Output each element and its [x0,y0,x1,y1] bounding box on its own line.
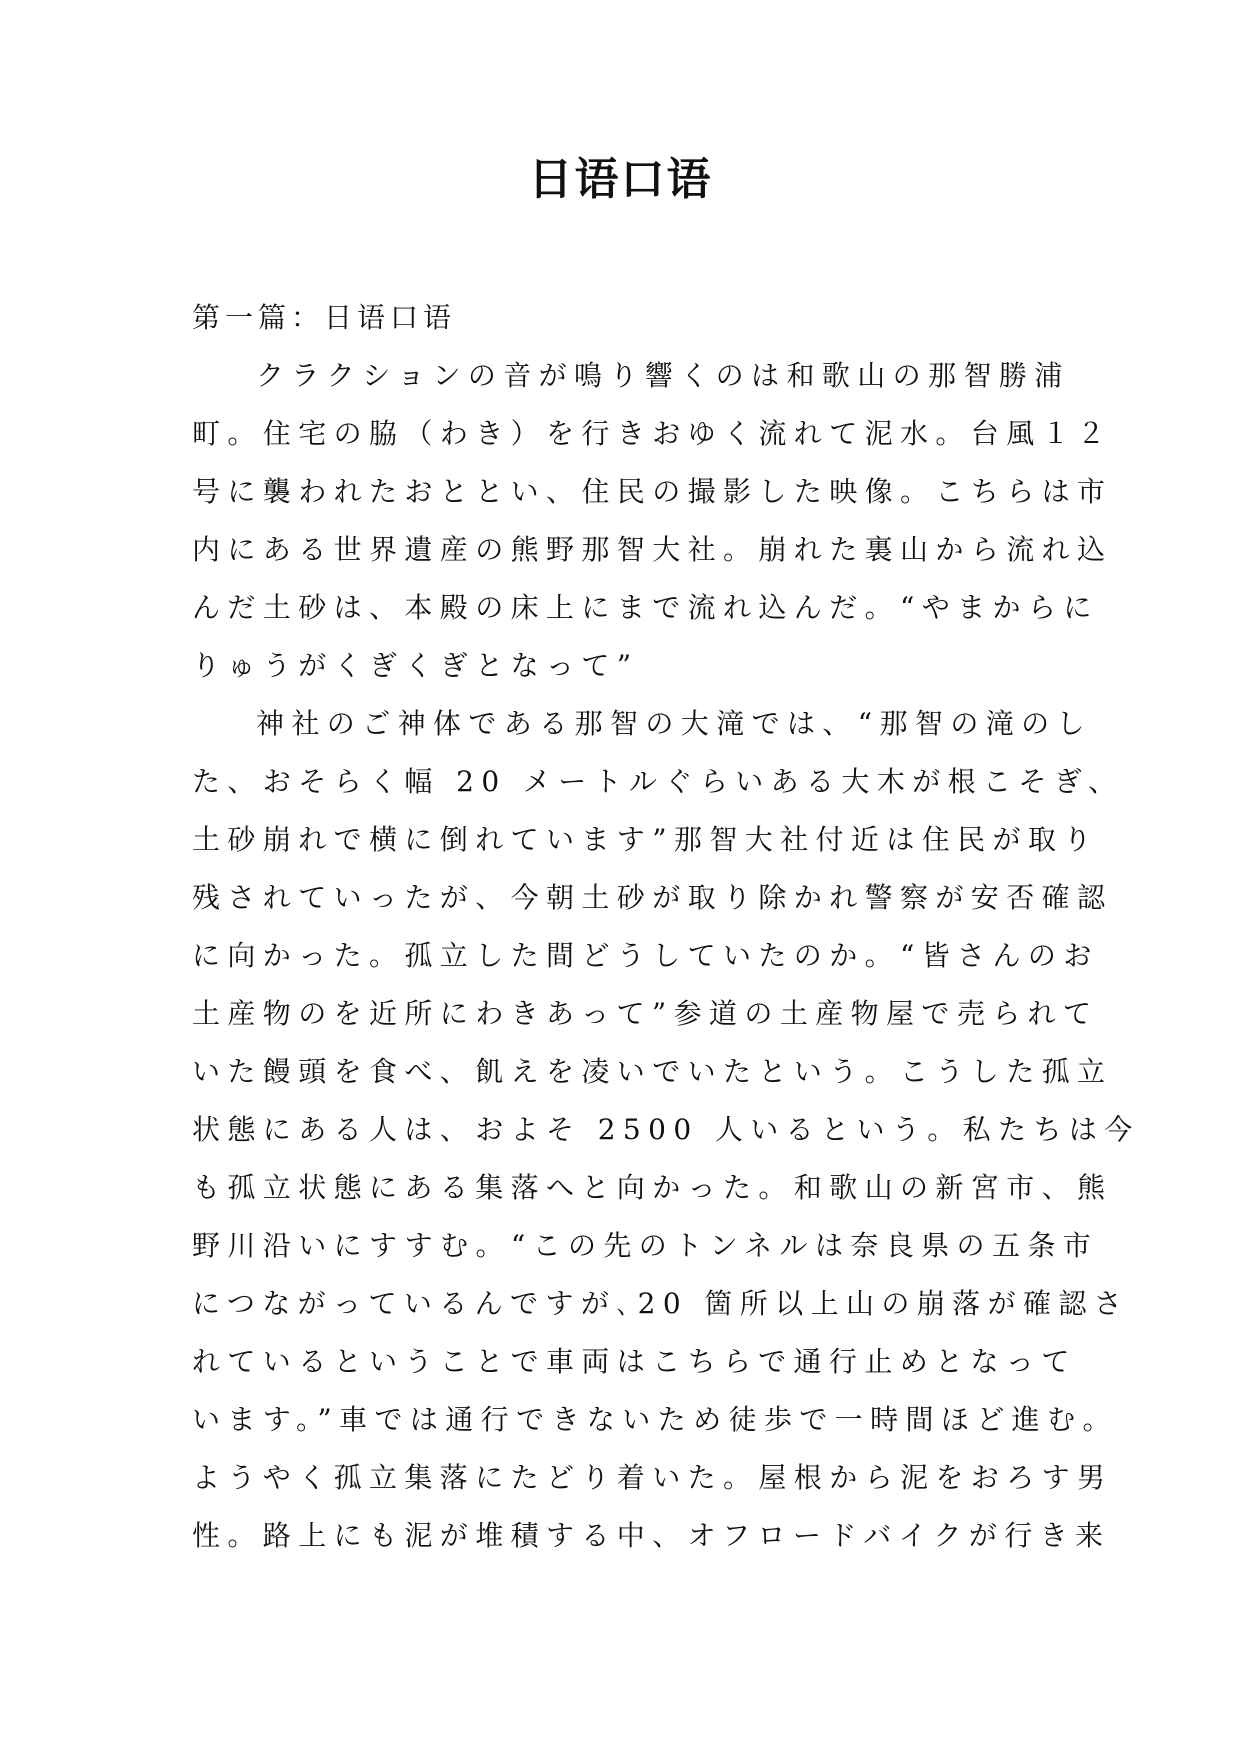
body-line: 状態にある人は、およそ 2500 人いるという。私たちは今 [192,1113,1140,1146]
body-line: います。”車では通行できないため徒歩で一時間ほど進む。 [192,1403,1118,1436]
body-line: 号に襲われたおととい、住民の撮影した映像。こちらは市 [192,475,1113,508]
body-line: 土産物のを近所にわきあって”参道の土産物屋で売られて [192,997,1099,1030]
body-line: に向かった。孤立した間どうしていたのか。“皆さんのお [192,939,1099,972]
body-line: につながっているんですが､20 箇所以上山の崩落が確認さ [192,1287,1130,1320]
body-line: 野川沿いにすすむ。“この先のトンネルは奈良県の五条市 [192,1229,1099,1262]
body-line: いた饅頭を食べ、飢えを凌いでいたという。こうした孤立 [192,1055,1113,1088]
body-line: 残されていったが、今朝土砂が取り除かれ警察が安否確認 [192,881,1113,914]
body-line: ようやく孤立集落にたどり着いた。屋根から泥をおろす男 [192,1461,1113,1494]
body-line: た、おそらく幅 20 メートルぐらいある大木が根こそぎ、 [192,765,1124,798]
section-heading: 第一篇：日语口语 [192,301,457,334]
body-line: クラクションの音が鳴り響くのは和歌山の那智勝浦 [256,359,1070,392]
document-title: 日语口语 [528,154,713,205]
body-line: りゅうがくぎくぎとなって” [192,649,639,682]
body-line: んだ土砂は、本殿の床上にまで流れ込んだ。“やまからに [192,591,1099,624]
body-line: 土砂崩れで横に倒れています”那智大社付近は住民が取り [192,823,1099,856]
body-line: 町。住宅の脇（わき）を行きおゆく流れて泥水。台風１２ [192,417,1113,450]
body-line: 内にある世界遺産の熊野那智大社。崩れた裏山から流れ込 [192,533,1113,566]
body-line: 性。路上にも泥が堆積する中、オフロードバイクが行き来 [192,1519,1111,1552]
body-line: も孤立状態にある集落へと向かった。和歌山の新宮市、熊 [192,1171,1113,1204]
body-line: 神社のご神体である那智の大滝では、“那智の滝のし [256,707,1092,740]
body-line: れているということで車両はこちらで通行止めとなって [192,1345,1077,1378]
